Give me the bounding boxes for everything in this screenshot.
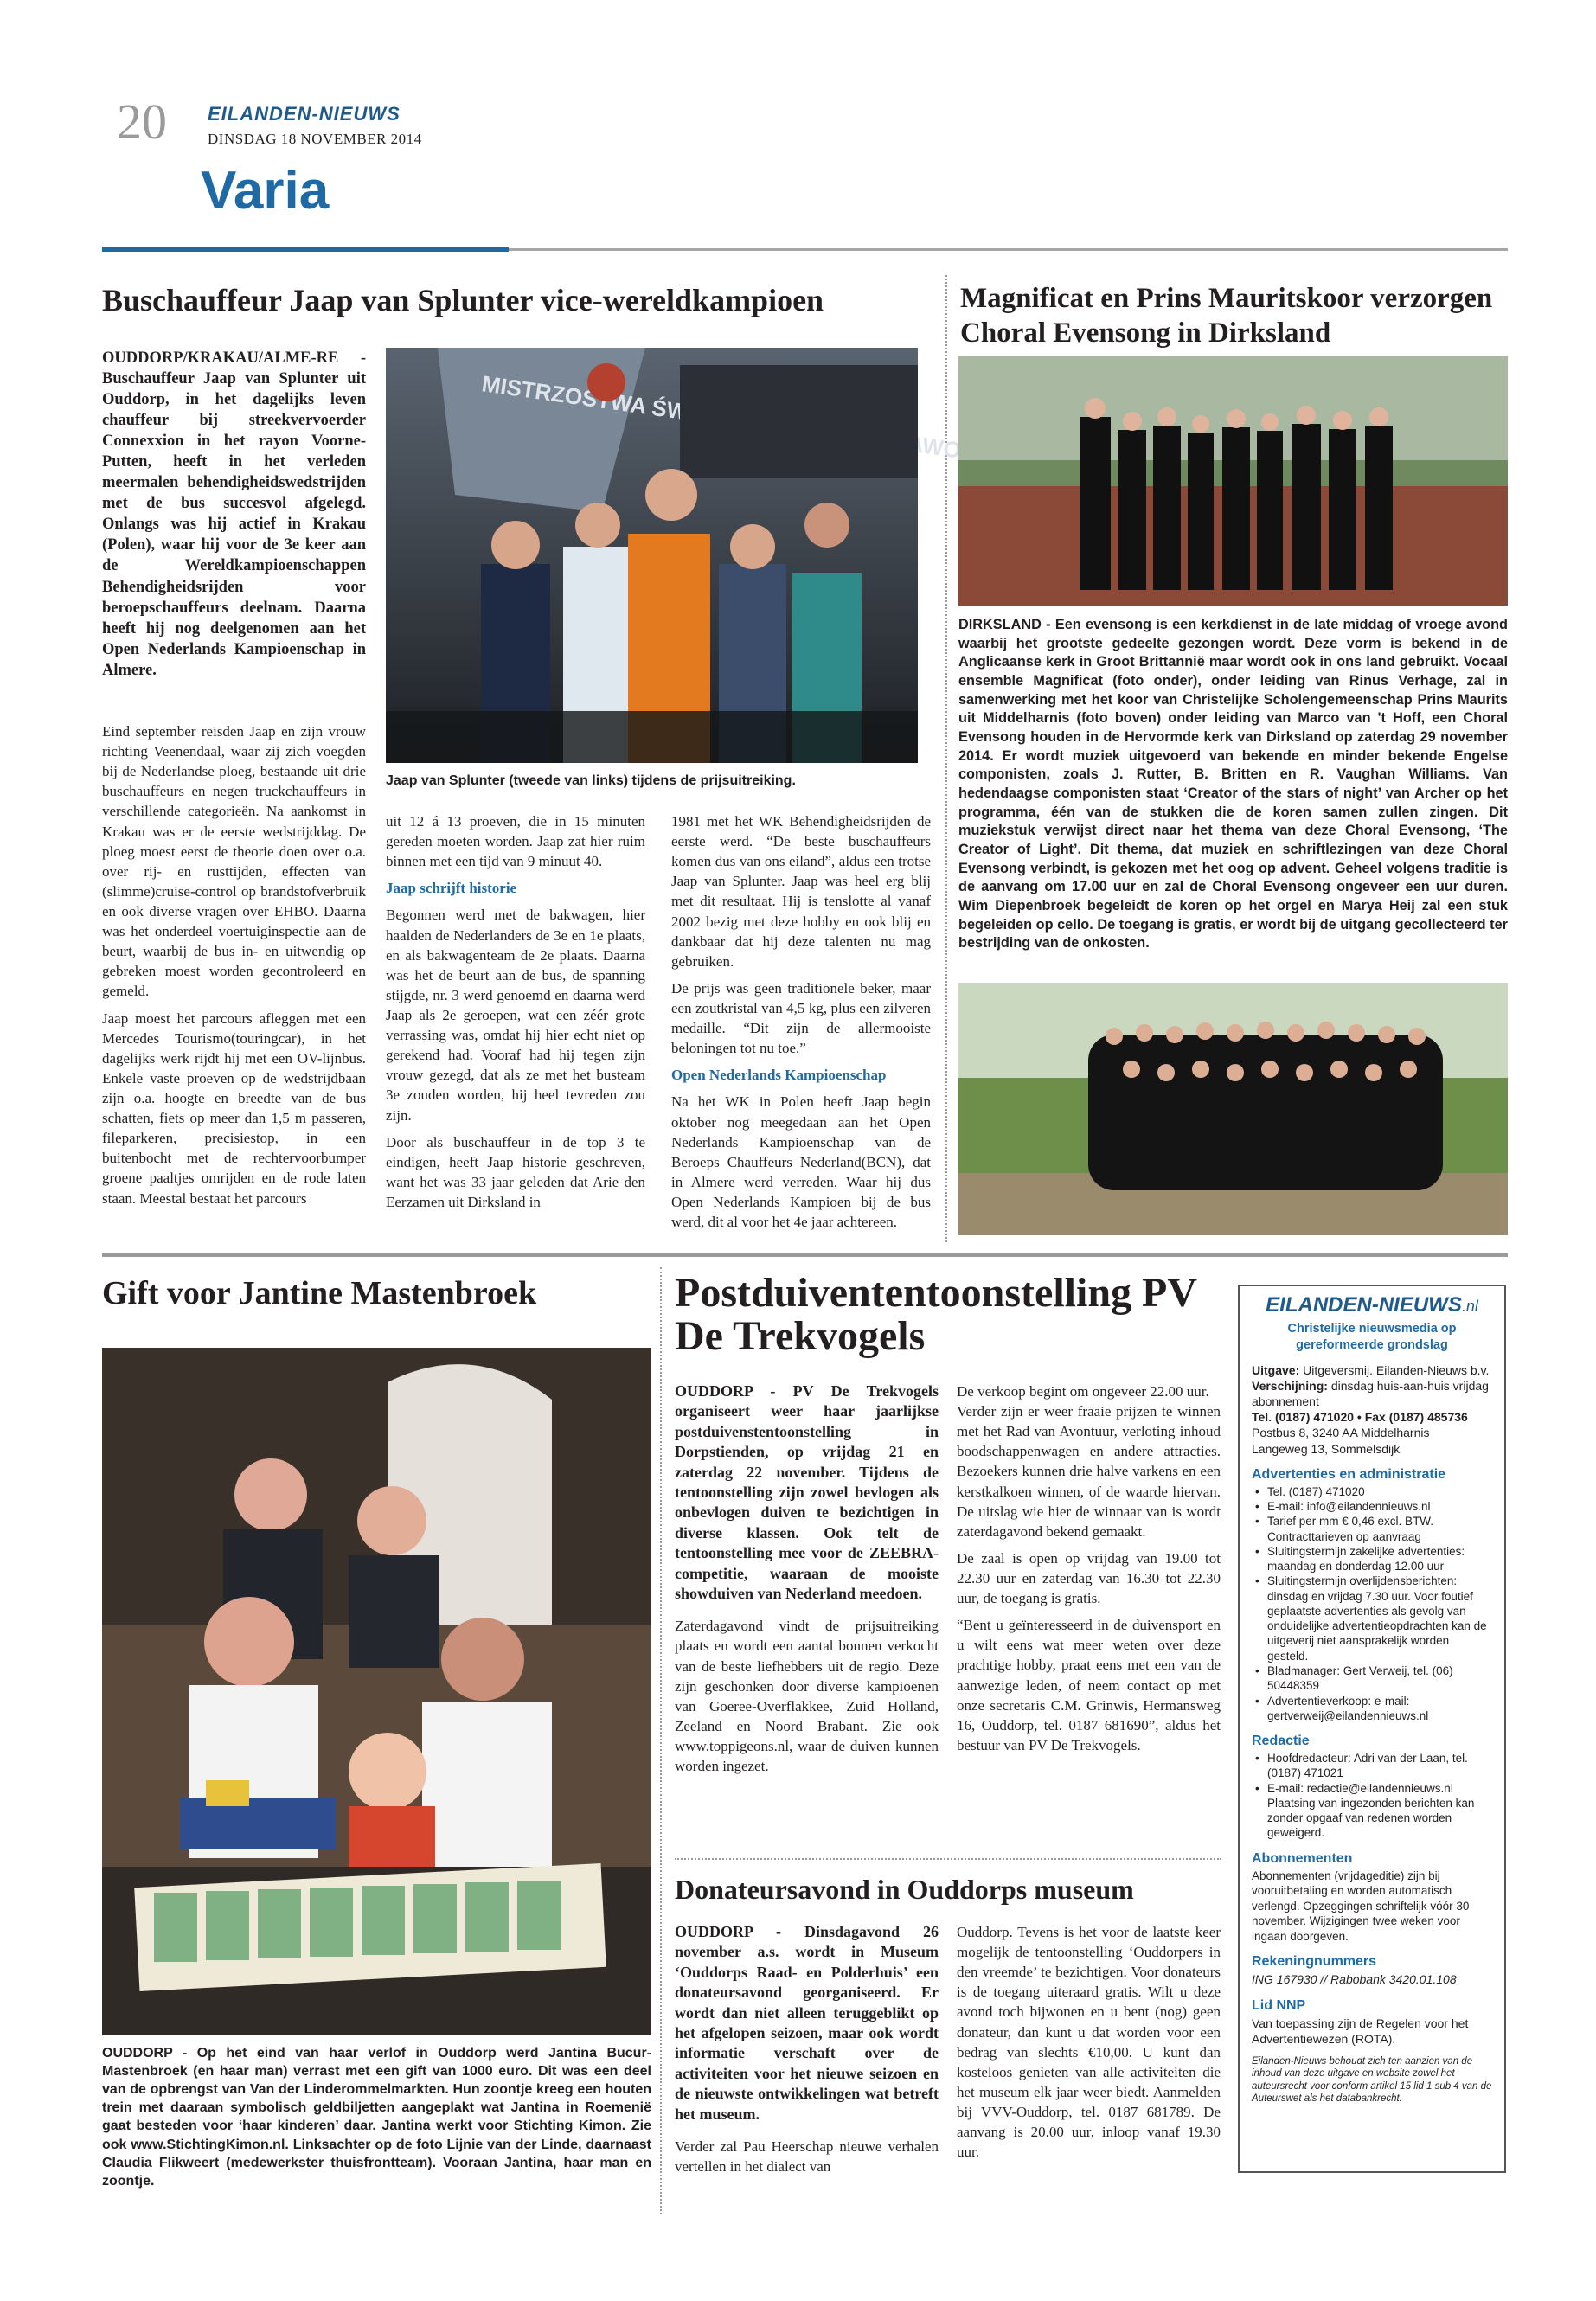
colofon-phone: Tel. (0187) 471020 • Fax (0187) 485736 xyxy=(1252,1410,1468,1425)
verschijning-label: Verschijning: xyxy=(1252,1378,1328,1393)
article-1-paragraph: Na het WK in Polen heeft Jaap begin oktober nog meegedaan aan het Open Nederlands Kampioenschap van de Beroeps Chauffeurs Nederland(BCN), dat in Almere werd verreden. Waar hij dus Open Nederlands Kampioen bij de bus werd, dit al voor het 4e jaar achtereen. xyxy=(671,1093,931,1231)
article-5-lead: OUDDORP - Dinsdagavond 26 november a.s. wordt in Museum ‘Ouddorps Raad- en Polderhuis’ een donateursavond georganiseerd. Er wordt dan niet alleen teruggeblikt op het afgelopen seizoen, maar ook wordt informatie verschaft over de activiteiten voor het nieuwe seizoen en de nieuwste ontwikkelingen wat betreft het museum. xyxy=(675,1923,939,2123)
colofon-logo-suffix: .nl xyxy=(1461,1298,1478,1315)
colofon-box xyxy=(1238,1285,1506,2173)
article-5-paragraph: Ouddorp. Tevens is het voor de laatste keer mogelijk de tentoonstelling ‘Ouddorpers in den vreemde’ te bezichtigen. Voor donateurs is de toegang uiteraard gratis. Wilt u deze avond toch bijwonen en u bent (nog) geen donateur, dan kunt u dat worden voor een bedrag van slechts €10,00. U kunt dan kosteloos genieten van alle activiteiten die het museum elk jaar weer biedt. Aanmelden bij VVV-Ouddorp, tel. 0187 681789. De aanvang is 20.00 uur, inloop vanaf 19.30 uur. xyxy=(957,1924,1221,2161)
nnp-text: Van toepassing zijn de Regelen voor het Advertentiewezen (ROTA). xyxy=(1252,2016,1469,2046)
award-ceremony-photo xyxy=(386,348,918,763)
list-item: • Sluitingstermijn overlijdensberichten: dinsdag en vrijdag 7.30 uur. Voor foutief geplaatste advertenties als gevolg van onduidelijke advertentieopdrachten kan de uitgeverij niet aansprakelijk worden gesteld. xyxy=(1255,1574,1492,1663)
section-title: Varia xyxy=(201,161,330,221)
article-4-paragraph: “Bent u geïnteresseerd in de duivensport en u wilt eens wat meer weten over deze prachtige hobby, praat eens met een van de aanwezige leden, of neem contact op met onze secretaris C.M. Grinwis, Hermansweg 16, Ouddorp, tel. 0187 681690”, aldus het bestuur van PV De Trekvogels. xyxy=(957,1617,1221,1753)
colofon-logo xyxy=(1252,1293,1492,1317)
article-1-column-2 xyxy=(386,811,645,1219)
article-4-headline: Postduivententoonstelling PV De Trekvogels xyxy=(675,1270,1197,1360)
section-divider xyxy=(102,1253,1508,1257)
subscription-text: Abonnementen (vrijdageditie) zijn bij vooruitbetaling en worden automatisch verlengd. Opzeggingen schriftelijk vóór 30 november. Wijzigingen twee weken voor ingaan doorgeven. xyxy=(1252,1868,1470,1943)
colofon-tagline: Christelijke nieuwsmedia op gereformeerde grondslag xyxy=(1287,1322,1457,1352)
masthead-logo: EILANDEN-NIEUWS xyxy=(208,103,401,125)
article-1-photo-caption: Jaap van Splunter (tweede van links) tijdens de prijsuitreiking. xyxy=(386,773,796,788)
colofon-address: Langeweg 13, Sommelsdijk xyxy=(1252,1441,1401,1456)
article-2-headline: Magnificat en Prins Mauritskoor verzorgen Choral Evensong in Dirksland xyxy=(960,283,1493,349)
list-item: • Tel. (0187) 471020 xyxy=(1255,1484,1492,1499)
header-divider xyxy=(509,248,1508,251)
advertising-list xyxy=(1255,1484,1492,1723)
article-divider xyxy=(675,1858,1221,1860)
article-1-column-1 xyxy=(102,721,366,1215)
article-5-column-1 xyxy=(675,1922,939,2183)
article-1-paragraph: De prijs was geen traditionele beker, maar een zoutkristal van 4,5 kg, plus een zilveren medaille. “Dit zijn de allermooiste beloningen tot nu toe.” xyxy=(671,979,931,1057)
article-1-paragraph: Begonnen werd met de bakwagen, hier haalden de Nederlanders de 3e en 1e plaats, en als bakwagenteam de 2e plaats. Daarna was het de beurt aan de bus, de spanning stijgde, nr. 3 werd genoemd en daarna werd Jaap als 2e geroepen, wat een zéér grote verrassing was, omdat hij hier echt niet op gerekend had. Vooraf had hij tegen zijn vrouw gezegd, dat als ze met het busteam 3e zouden worden, hij heel tevreden zou zijn. xyxy=(386,907,645,1124)
colofon-heading: Lid NNP xyxy=(1252,1997,1306,2013)
article-5-column-2 xyxy=(957,1922,1221,2169)
article-1-subheading: Jaap schrijft historie xyxy=(386,880,517,897)
list-item: • Sluitingstermijn zakelijke advertenties: maandag en donderdag 12.00 uur xyxy=(1255,1544,1492,1574)
colofon-address: Postbus 8, 3240 AA Middelharnis xyxy=(1252,1426,1430,1440)
page-number: 20 xyxy=(117,93,167,150)
article-1-paragraph: Jaap moest het parcours afleggen met een Mercedes Tourismo(touringcar), in het dagelijks werk rijdt hij met een OV-lijnbus. Enkele vaste proeven op de wedstrijdbaan zijn o.a. hoogte en breedte van de bus schatten, fiets op meer dan 1,5 m passeren, fileparkeren, precisiestop, in een buitenbocht met de rechtervoorbumper groene paaltjes omrijden en de rode laten staan. Meestal bestaat het parcours xyxy=(102,1009,366,1207)
school-choir-photo xyxy=(958,356,1508,606)
issue-date: DINSDAG 18 NOVEMBER 2014 xyxy=(208,131,422,147)
uitgave-value: Uitgeversmij. Eilanden-Nieuws b.v. xyxy=(1303,1362,1490,1377)
article-4-column-2 xyxy=(957,1381,1221,1762)
colofon-heading: Advertenties en administratie xyxy=(1252,1466,1446,1482)
list-item: • Advertentieverkoop: e-mail: gertverweij@eilandennieuws.nl xyxy=(1255,1694,1492,1724)
article-4-paragraph: De zaal is open op vrijdag van 19.00 tot 22.30 uur en zaterdag van 16.30 tot 22.30 uur, de toegang is gratis. xyxy=(957,1549,1221,1607)
copyright-notice: Eilanden-Nieuws behoudt zich ten aanzien van de inhoud van deze uitgave en website zowel het auteursrecht voor conform artikel 15 lid 1 sub 4 van de Auteurswet als het databankrecht. xyxy=(1252,2055,1492,2105)
article-5-headline: Donateursavond in Ouddorps museum xyxy=(675,1874,1134,1905)
article-1-headline: Buschauffeur Jaap van Splunter vice-wereldkampioen xyxy=(102,283,824,317)
article-5-paragraph: Verder zal Pau Heerschap nieuwe verhalen vertellen in het dialect van xyxy=(675,2138,939,2176)
banner-text: MISTRZOSTWA xyxy=(480,370,648,420)
list-item: • Hoofdredacteur: Adri van der Laan, tel. (0187) 471021 xyxy=(1255,1751,1492,1781)
article-1-paragraph: Eind september reisden Jaap en zijn vrouw richting Veenendaal, waar zij zich voegden bij de Nederlandse ploeg, bestaande uit drie buschauffeurs en negen truckchauffeurs in verschillende categorieën. Na aankomst in Krakau was er de eerste wedstrijddag. De ploeg moest eerst de theorie doen over o.a. over rij- en rusttijden, effecten van (slimme)cruise-control op brandstofverbruik en ook diverse vragen over EHBO. Daarna was het onderdeel voertuiginspectie aan de beurt, waarbij de bus in- en uitwendig op gebreken moest worden gecontroleerd en gemeld. xyxy=(102,723,366,1000)
article-4-column-1 xyxy=(675,1381,939,1783)
article-4-lead: OUDDORP - PV De Trekvogels organiseert weer haar jaarlijkse postduivenstentoonstelling in Dorpstienden, op vrijdag 21 en zaterdag 22 november. Tijdens de tentoonstelling zijn zowel bevlogen als onbevlogen duiven te bezichtigen in diverse klassen. Ook telt de tentoonstelling mee voor de ZEEBRA-competitie, waaraan de mooiste showduiven van Nederland meedoen. xyxy=(675,1382,939,1602)
article-1-paragraph: Door als buschauffeur in de top 3 te eindigen, heeft Jaap historie geschreven, want het was 33 jaar geleden dat Arie den Eerzamen uit Dirksland in xyxy=(386,1133,645,1210)
article-1-paragraph: uit 12 á 13 proeven, die in 15 minuten gereden moeten worden. Jaap zat hier ruim binnen met een tijd van 9 minuut 40. xyxy=(386,813,645,870)
editorial-list xyxy=(1255,1751,1492,1841)
uitgave-label: Uitgave: xyxy=(1252,1362,1300,1377)
article-3-headline: Gift voor Jantine Mastenbroek xyxy=(102,1275,537,1311)
article-4-paragraph: Zaterdagavond vindt de prijsuitreiking plaats en wordt een aantal bonnen verkocht van de beste liefhebbers uit de regio. Deze zijn geschonken door diverse kampioenen van Goeree-Overflakkee, Zuid Holland, Zeeland en Noord Brabant. Zie ook www.toppigeons.nl, waar de duiven kunnen worden ingezet. xyxy=(675,1618,939,1775)
family-gift-photo xyxy=(102,1348,651,2035)
list-item: • Bladmanager: Gert Verweij, tel. (06) 50448359 xyxy=(1255,1663,1492,1694)
section-rule xyxy=(102,247,509,252)
colofon-heading: Redactie xyxy=(1252,1734,1310,1749)
article-1-column-3 xyxy=(671,811,931,1239)
article-1-lead: OUDDORP/KRAKAU/ALME-RE - Buschauffeur Jaap van Splunter uit Ouddorp, in het dagelijks leven chauffeur bij streekvervoerder Connexxion in het rayon Voorne-Putten, heeft in het verleden meermalen behendigheidswedstrijden met de bus succesvol afgelegd. Onlangs was hij actief in Krakau (Polen), waar hij voor de 3e keer aan de Wereldkampioenschappen Behendigheidsrijden voor beroepschauffeurs deelnam. Daarna heeft hij nog deelgenomen aan het Open Nederlands Kampioenschap in Almere. xyxy=(102,349,366,679)
list-item: • Tarief per mm € 0,46 excl. BTW. Contracttarieven op aanvraag xyxy=(1255,1514,1492,1544)
article-4-paragraph: De verkoop begint om ongeveer 22.00 uur. xyxy=(957,1383,1209,1400)
colofon-heading: Abonnementen xyxy=(1252,1850,1353,1866)
article-4-paragraph: Verder zijn er weer fraaie prijzen te winnen met het Rad van Avontuur, verloting inhoud boodschappenwagen en andere attracties. Bezoekers kunnen drie halve varkens en een kerstkalkoen winnen, of de waarde hiervan. De uitslag wie hier de winnaar van is wordt zaterdagavond bekend gemaakt. xyxy=(957,1403,1221,1540)
article-1-subheading: Open Nederlands Kampioenschap xyxy=(671,1067,887,1084)
colofon-logo-text: EILANDEN-NIEUWS xyxy=(1266,1293,1462,1317)
bank-accounts: ING 167930 // Rabobank 3420.01.108 xyxy=(1252,1972,1457,1987)
list-item: • E-mail: info@eilandennieuws.nl xyxy=(1255,1499,1492,1514)
list-item: • E-mail: redactie@eilandennieuws.nl Plaatsing van ingezonden berichten kan zonder opgaaf van redenen worden geweigerd. xyxy=(1255,1781,1492,1841)
article-2-body: DIRKSLAND - Een evensong is een kerkdienst in de late middag of vroege avond waarbij het grootste gedeelte gezongen wordt. Deze vorm is bekend in de Anglicaanse kerk in Groot Brittannië maar wordt ook in ons land gebruikt. Vocaal ensemble Magnificat (foto onder), onder leiding van Rinus Verhage, zal in samenwerking met het koor van Christelijke Scholengemeenschap Prins Maurits uit Middelharnis (foto boven) onder leiding van Marco van 't Hoff, een Choral Evensong houden in de Hervormde kerk van Dirksland op zaterdag 29 november 2014. Er wordt muziek uitgevoerd van bekende en minder bekende Engelse componisten, zoals J. Rutter, B. Britten en R. Vaughan Williams. Van hedendaagse componisten staat ‘Creator of the stars of night’ van Archer op het programma, één van de stukken die de koren samen zullen zingen. Dit muziekstuk verwijst direct naar het thema van deze Choral Evensong, ‘The Creator of Light’. Dit thema, dat muziek en schriftlezingen van deze Choral Evensong verbindt, is gekozen met het oog op advent. Geheel volgens traditie is de aanvang om 17.00 uur en zal de Choral Evensong ongeveer een uur duren. Wim Diepenbroek begeleidt de koren op het orgel en Marya Heij zal een stuk begeleiden op cello. De toegang is gratis, er wordt bij de uitgang gecollecteerd ter bestrijding van de onkosten. xyxy=(958,617,1508,952)
article-1-paragraph: 1981 met het WK Behendigheidsrijden de eerste werd. “De beste buschauffeurs komen dus van ons eiland”, aldus een trotse Jaap van Splunter. Jaap was heel erg blij met dit resultaat. Hij is tenslotte al vanaf 2002 bezig met deze hobby en ook blij en dankbaar dat hij deze talenten nu mag gebruiken. xyxy=(671,813,931,970)
magnificat-ensemble-photo xyxy=(958,983,1508,1235)
article-3-caption: OUDDORP - Op het eind van haar verlof in Ouddorp werd Jantina Bucur-Mastenbroek (en haar man) verrast met een gift van 1000 euro. Dit was een deel van de opbrengst van Van der Linderommelmarkten. Hun zoontje kreeg een houten trein met daaraan symbolisch geldbiljetten aangeplakt wat Jantina in Roemenië gaat besteden voor ‘haar kinderen’ daar. Jantina werkt voor Stichting Kimon. Zie ook www.StichtingKimon.nl. Linksachter op de foto Lijnie van der Linde, daarnaast Claudia Flikweert (medewerkster thuisfrontteam). Vooraan Jantina, haar man en zoontje. xyxy=(102,2046,651,2189)
column-divider xyxy=(945,275,947,1242)
colofon-heading: Rekeningnummers xyxy=(1252,1954,1377,1970)
verschijning-value: dinsdag huis-aan-huis vrijdag abonnement xyxy=(1252,1378,1489,1409)
column-divider xyxy=(660,1267,662,2214)
